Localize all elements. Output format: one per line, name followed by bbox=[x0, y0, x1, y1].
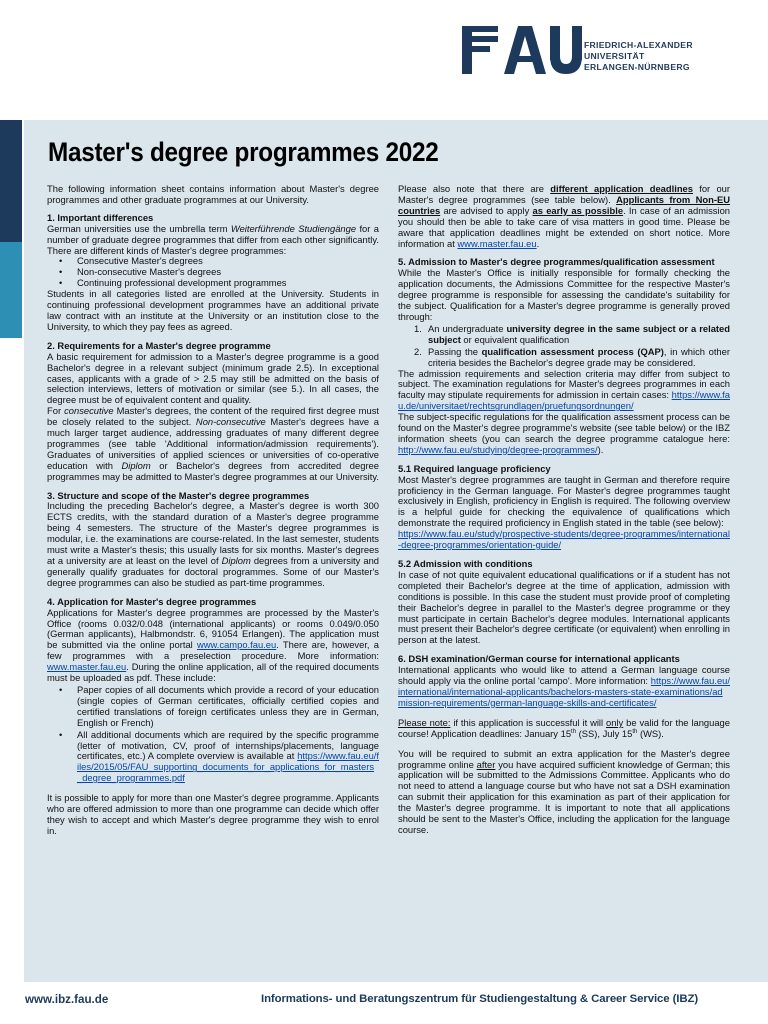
section-3-heading: 3. Structure and scope of the Master's degree programmes bbox=[47, 489, 310, 501]
section-5-paragraph-2: The admission requirements and selection criteria may differ from subject to subject. The examination regulations for Master's degrees programmes in each faculty may stipulate requirements for admission in certain cases: https://www.fau.de/universitaet/rechtsgrundlagen/pruefungsordnungen/ bbox=[398, 367, 730, 412]
left-column bbox=[47, 184, 379, 837]
degree-programmes-link[interactable]: http://www.fau.eu/studying/degree-programmes/ bbox=[398, 443, 598, 455]
fau-logo bbox=[462, 26, 712, 74]
section-1-paragraph-2: Students in all categories listed are enrolled at the University. Students in continuing professional development programmes have an additional private law contract with an institute at the University or an institution close to the University, to which they pay fees as agreed. bbox=[47, 288, 379, 332]
section-5-2-heading: 5.2 Admission with conditions bbox=[398, 558, 533, 569]
right-column bbox=[398, 184, 730, 836]
section-1-paragraph: German universities use the umbrella term Weiterführende Studiengänge for a number of graduate degree programmes that differ from each other significantly. There are different kinds of Master's degree programmes: bbox=[47, 222, 379, 256]
master-office-link-2[interactable]: www.master.fau.eu bbox=[457, 237, 537, 249]
list-item: 1. An undergraduate university degree in the same subject or a related subject or equivalent qualification bbox=[414, 322, 730, 345]
supporting-documents-link[interactable]: https://www.fau.eu/files/2015/05/FAU_supporting_documents_for_applications_for_masters_degree_programmes.pdf bbox=[77, 750, 379, 784]
list-item: 2. Passing the qualification assessment process (QAP), in which other criteria besides the Bachelor's degree grade may be considered. bbox=[414, 345, 730, 368]
programme-types-list bbox=[47, 256, 379, 289]
section-2-paragraph: A basic requirement for admission to a Master's degree programme is a good Bachelor's degree in a relevant subject (minimum grade 2.5). In exceptional cases, applicants with a grade of > 2.5 may still be admitted on the basis of selection interviews, letters of motivation or similar (see 5.). In all cases, the degree must be of equivalent content and quality. bbox=[47, 350, 379, 406]
list-item: • Paper copies of all documents which provide a record of your education (single copies of German certificates, officially certified copies and certified translations of foreign certificates unless they are in German, English or French) bbox=[47, 685, 379, 729]
section-5-paragraph: While the Master's Office is initially responsible for formally checking the application documents, the Admissions Committee for the respective Master's degree programme is responsible for assessing the candidate's suitability for the subject. Qualification for a Master's degree programme is generally proved through: bbox=[398, 267, 730, 322]
fau-logo-wordmark bbox=[584, 40, 693, 73]
section-2-paragraph-2: For consecutive Master's degrees, the content of the required first degree must be closely related to the subject. Non-consecutive Master's degrees have a much larger target audience, addressing graduates of many different degree programmes (see table 'Additional information/admission requirements'). Graduates of universities of applied sciences or universities of co-operative education with Diplom or Bachelor's degrees from accredited degree programmes may be admitted to Master's degree programmes at our University. bbox=[47, 405, 379, 482]
qualification-list bbox=[398, 324, 730, 369]
logo-line-3: ERLANGEN-NÜRNBERG bbox=[584, 62, 690, 72]
orientation-guide-link[interactable]: https://www.fau.eu/study/prospective-students/degree-programmes/international-degree-programmes/orientation-guide/ bbox=[398, 528, 730, 551]
section-6-paragraph-3: You will be required to submit an extra application for the Master's degree programme online after you have acquired sufficient knowledge of German; this application will be submitted to the Admissions Committee. Applicants who do not need to attend a language course but who have not sat a DSH examination can submit their application for this examination as part of their application for the Master's degree programme. It is important to note that all applications should be sent to the Master's Office, including the application for the language course. bbox=[398, 747, 730, 835]
section-1-heading: 1. Important differences bbox=[47, 211, 154, 223]
list-item: • Non-consecutive Master's degrees bbox=[47, 267, 379, 278]
examination-regulations-link[interactable]: https://www.fau.de/universitaet/rechtsgrundlagen/pruefungsordnungen/ bbox=[398, 389, 730, 412]
section-3-paragraph: Including the preceding Bachelor's degree, a Master's degree is worth 300 ECTS credits, with the standard duration of a Master's degree programme being 4 semesters. The structure of the Master's degree programmes is modular, i.e. the examinations are course-related. In the last semester, students must write a Master's thesis; this usually lasts for six months. Master's degrees at a university are at least on the level of Diplom degrees from a university and generally qualify graduates for doctoral programmes. Some of our Master's degree programmes can also be studied as part-time programmes. bbox=[47, 500, 379, 588]
section-6-paragraph: International applicants who would like to attend a German language course should apply via the online portal 'campo'. More information: https://www.fau.eu/international/international-applicants/bachelors-masters-state-examinations/admission-requirements/german-language-skills-and-certificates/ bbox=[398, 664, 730, 708]
section-2-heading: 2. Requirements for a Master's degree programme bbox=[47, 339, 271, 351]
footer-website[interactable]: www.ibz.fau.de bbox=[25, 993, 109, 1006]
section-4-heading: 4. Application for Master's degree programmes bbox=[47, 595, 257, 607]
section-5-1-paragraph: Most Master's degree programmes are taught in German and therefore require proficiency in the German language. For Master's degree programmes taught exclusively in English, proficiency in English is required. The following overview is a helpful guide for checking the equivalence of qualifications which demonstrate the required proficiency in English stated in the table (see below): bbox=[398, 473, 730, 529]
accent-bar-navy bbox=[0, 120, 22, 242]
logo-line-1: FRIEDRICH-ALEXANDER bbox=[584, 40, 693, 50]
accent-bar-teal bbox=[0, 242, 22, 338]
campo-link[interactable]: www.campo.fau.eu bbox=[197, 639, 277, 651]
section-6-paragraph-2: Please note: if this application is successful it will only be valid for the language course! Application deadlines: January 15th (SS), July 15th (WS). bbox=[398, 716, 730, 739]
logo-line-2: UNIVERSITÄT bbox=[584, 51, 645, 61]
section-5-paragraph-3: The subject-specific regulations for the qualification assessment process can be found on the Master's degree programme's website (see table below) or the IBZ information sheets (you can search the degree programme catalogue here: http://www.fau.eu/studying/degree-programmes/). bbox=[398, 411, 730, 455]
deadlines-paragraph: Please also note that there are different application deadlines for our Master's degree programmes (see table below). Applicants from Non-EU countries are advised to apply as early as possible. In case of an admission you should then be able to take care of visa matters in good time. Please be aware that application deadlines might be extended on short notice. More information at www.master.fau.eu. bbox=[398, 183, 731, 249]
section-4-paragraph: Applications for Master's degree programmes are processed by the Master's Office (rooms 0.032/0.048 (international applicants) or rooms 0.049/0.050 (German applicants), Halbmondstr. 6, 91054 Erlangen). The application must be submitted via the online portal www.campo.fau.eu. There are, however, a few programmes with a preselection procedure. More information: www.master.fau.eu. During the online application, all of the required documents must be uploaded as pdf. These include: bbox=[47, 606, 379, 684]
list-item: • All additional documents which are required by the specific programme (letter of motivation, CV, proof of internships/placements, language certificates, etc.) A complete overview is available at https://www.fau.eu/files/2015/05/FAU_supporting_documents_for_applications_for_masters_degree_programmes.pdf bbox=[47, 730, 379, 785]
german-language-skills-link[interactable]: https://www.fau.eu/international/international-applicants/bachelors-masters-state-examinations/admission-requirements/german-language-skills-and-certificates/ bbox=[398, 675, 730, 708]
list-item: • Continuing professional development programmes bbox=[47, 278, 379, 289]
section-5-heading: 5. Admission to Master's degree programmes/qualification assessment bbox=[398, 256, 715, 268]
section-4-paragraph-2: It is possible to apply for more than one Master's degree programme. Applicants who are offered admission to more than one programme can decide which offer they wish to accept and which Master's degree programme they wish to enrol in. bbox=[47, 792, 379, 836]
section-5-1-heading: 5.1 Required language proficiency bbox=[398, 462, 551, 474]
section-6-heading: 6. DSH examination/German course for international applicants bbox=[398, 653, 680, 665]
page-title: Master's degree programmes 2022 bbox=[48, 137, 439, 167]
master-office-link[interactable]: www.master.fau.eu bbox=[47, 661, 127, 673]
fau-logo-mark bbox=[462, 26, 582, 74]
orientation-guide-paragraph bbox=[398, 529, 730, 551]
intro-paragraph: The following information sheet contains information about Master's degree programmes and other graduate programmes at our University. bbox=[47, 183, 379, 205]
footer-organization: Informations- und Beratungszentrum für Studiengestaltung & Career Service (IBZ) bbox=[261, 993, 699, 1005]
required-documents-list bbox=[47, 685, 379, 784]
section-5-2-paragraph: In case of not quite equivalent educational qualifications or if a student has not completed their Bachelor's degree at the time of application, admission with conditions is possible. In this case the student must provide proof of completing their Bachelor's degree in parallel to the Master's degree programme or they must participate in certain Bachelor's degree modules. International applicants must present their Bachelor's degree certificate (or equivalent) when enrolling in person at the latest. bbox=[398, 568, 730, 646]
list-item: • Consecutive Master's degrees bbox=[47, 256, 379, 267]
